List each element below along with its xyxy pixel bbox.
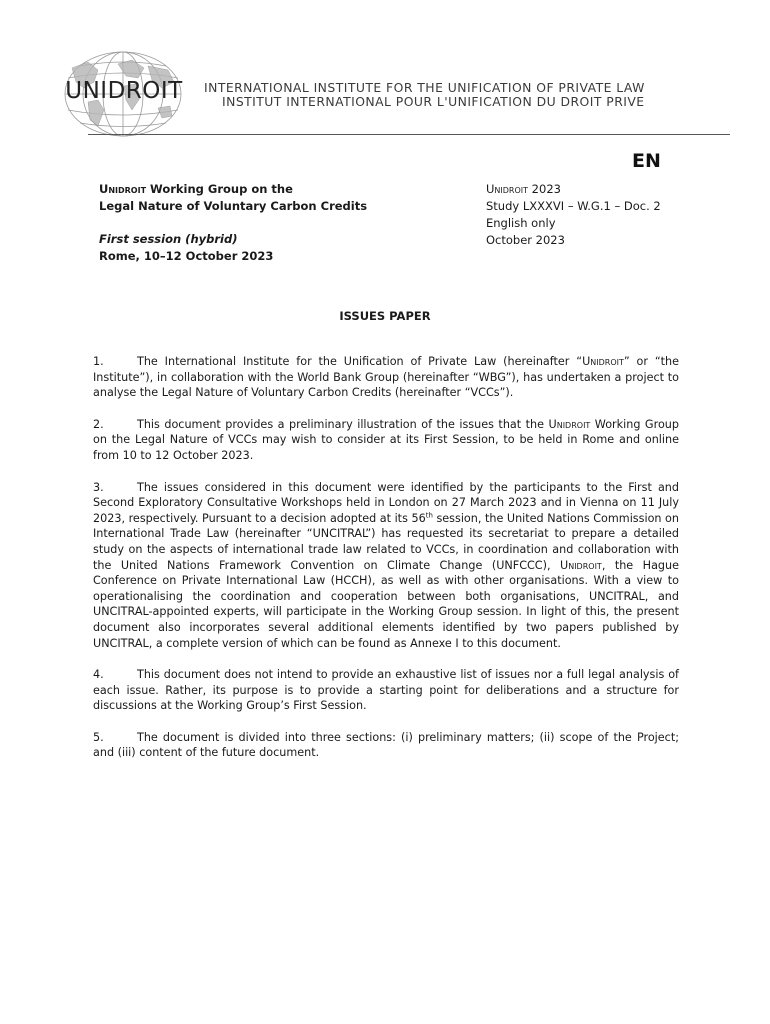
paragraph-text: The document is divided into three sections: (i) preliminary matters; (ii) scope of the Project; and (iii) content of the future document. [93, 730, 679, 760]
logo-wordmark: UNIDROIT [65, 78, 183, 104]
paragraph-text: This document does not intend to provide an exhaustive list of issues nor a full legal analysis of each issue. Rather, its purpose is to provide a starting point for deliberations and a structure for discussions at the Working Group’s First Session. [93, 668, 679, 713]
working-group-line1 [99, 181, 459, 198]
ordinal-suffix: th [425, 511, 433, 520]
meeting-info [99, 181, 459, 265]
paragraph-2 [93, 417, 679, 464]
document-title: ISSUES PAPER [339, 309, 431, 323]
session-place-date: Rome, 10–12 October 2023 [99, 249, 274, 263]
institute-name-french: INSTITUT INTERNATIONAL POUR L'UNIFICATION DU DROIT PRIVE [222, 94, 645, 109]
paragraph-4 [93, 667, 679, 714]
org-name-ref: Unidroit [486, 182, 529, 196]
paragraph-text: The issues considered in this document were identified by the participants to the First and Second Exploratory Consultative Workshops held in London on 27 March 2023 and in Vienna on 11 July 2023, respectively. Pursuant to a decision adopted at its 56 [93, 480, 679, 525]
paragraph-number: 4. [93, 668, 104, 682]
paragraph-text: The International Institute for the Unification of Private Law (hereinafter “ [137, 355, 583, 368]
paragraph-text: ” or “the Institute”), in collaboration with the World Bank Group (hereinafter “WBG”), has undertaken a project to analyse the Legal Nature of Voluntary Carbon Credits (hereinafter “VCCs”). [93, 355, 679, 400]
document-date: October 2023 [486, 233, 565, 247]
working-group-line2: Legal Nature of Voluntary Carbon Credits [99, 199, 368, 213]
paragraph-text: Working Group on the Legal Nature of VCCs may wish to consider at its First Session, to be held in Rome and online from 10 to 12 October 2023. [93, 417, 679, 462]
org-name-inline: Unidroit [560, 558, 602, 572]
paragraph-text: This document provides a preliminary illustration of the issues that the [137, 417, 549, 431]
paragraph-text: , the Hague Conference on Private International Law (HCCH), as well as with other organisations. With a view to operationalising the coordination and cooperation between both organisations, UNCITRAL, and UNCITRAL-appointed experts, will participate in the Working Group session. In light of this, the present document also incorporates several additional elements identified by two papers published by UNCITRAL, a complete version of which can be found as Annexe I to this document. [93, 558, 679, 650]
paragraph-1 [93, 354, 679, 401]
header-divider-left [88, 134, 186, 135]
document-language: English only [486, 216, 556, 230]
document-body [93, 354, 679, 777]
language-code: EN [632, 150, 661, 172]
paragraph-number: 1. [93, 355, 104, 368]
header-divider [186, 134, 730, 135]
org-name-inline: Unidroit [548, 417, 591, 431]
org-name-inline: Unidroit [582, 355, 624, 368]
institute-name-english: INTERNATIONAL INSTITUTE FOR THE UNIFICATION OF PRIVATE LAW [204, 80, 645, 95]
paragraph-number: 3. [93, 480, 104, 494]
paragraph-text: session, the United Nations Commission on International Trade Law (hereinafter “UNCITRAL”) has requested its secretariat to prepare a detailed study on the aspects of international trade law related to VCCs, in coordination and collaboration with the United Nations Framework Convention on Climate Change (UNFCCC), [93, 511, 679, 572]
reference-year [486, 181, 726, 198]
session-name: First session (hybrid) [99, 232, 238, 246]
paragraph-5 [93, 730, 679, 761]
unidroit-logo [58, 48, 188, 140]
org-name: Unidroit [99, 182, 147, 196]
paragraph-3 [93, 480, 679, 652]
paragraph-number: 5. [93, 730, 104, 744]
document-reference [486, 181, 726, 249]
working-group-text: Working Group on the [146, 182, 293, 196]
paragraph-number: 2. [93, 417, 104, 431]
study-code: Study LXXXVI – W.G.1 – Doc. 2 [486, 199, 661, 213]
year-text: 2023 [528, 182, 561, 196]
